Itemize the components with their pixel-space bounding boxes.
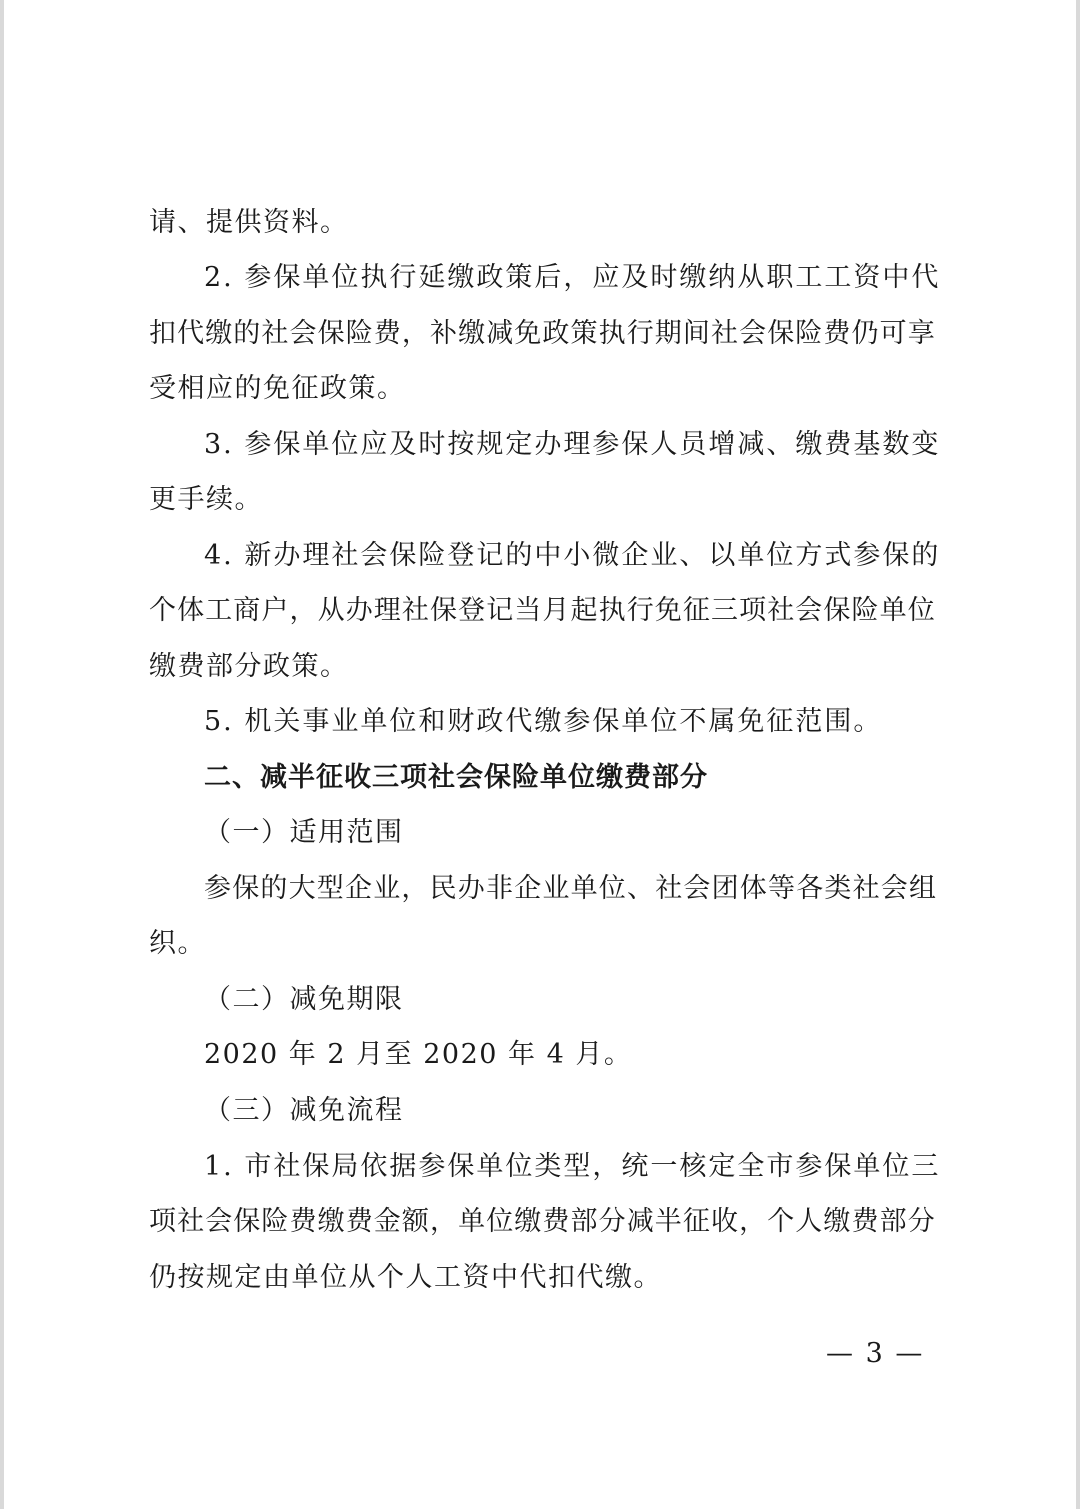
paragraph-line: 缴费部分政策。 bbox=[149, 651, 349, 682]
paragraph-line: 4. 新办理社会保险登记的中小微企业、以单位方式参保的 bbox=[204, 540, 941, 571]
paragraph-line: 扣代缴的社会保险费，补缴减免政策执行期间社会保险费仍可享 bbox=[149, 318, 936, 349]
paragraph-line: 更手续。 bbox=[149, 484, 263, 515]
paragraph-line: 2020 年 2 月至 2020 年 4 月。 bbox=[204, 1039, 633, 1070]
paragraph-line: 请、提供资料。 bbox=[149, 207, 349, 238]
paragraph-line: 项社会保险费缴费金额，单位缴费部分减半征收，个人缴费部分 bbox=[149, 1206, 936, 1237]
paragraph-line: 5. 机关事业单位和财政代缴参保单位不属免征范围。 bbox=[204, 706, 883, 737]
page-number: — 3 — bbox=[826, 1338, 925, 1369]
section-heading: 二、减半征收三项社会保险单位缴费部分 bbox=[204, 762, 708, 793]
paragraph-line: 1. 市社保局依据参保单位类型，统一核定全市参保单位三 bbox=[204, 1151, 941, 1182]
subsection-heading: （一）适用范围 bbox=[204, 817, 404, 848]
paragraph-line: 受相应的免征政策。 bbox=[149, 373, 406, 404]
subsection-heading: （三）减免流程 bbox=[204, 1095, 404, 1126]
paragraph-line: 参保的大型企业，民办非企业单位、社会团体等各类社会组 bbox=[204, 873, 938, 904]
paragraph-line: 2. 参保单位执行延缴政策后，应及时缴纳从职工工资中代 bbox=[204, 262, 941, 293]
paragraph-line: 3. 参保单位应及时按规定办理参保人员增减、缴费基数变 bbox=[204, 429, 941, 460]
subsection-heading: （二）减免期限 bbox=[204, 984, 404, 1015]
paragraph-line: 个体工商户，从办理社保登记当月起执行免征三项社会保险单位 bbox=[149, 595, 936, 626]
paragraph-line: 仍按规定由单位从个人工资中代扣代缴。 bbox=[149, 1262, 662, 1293]
paragraph-line: 织。 bbox=[149, 928, 206, 959]
